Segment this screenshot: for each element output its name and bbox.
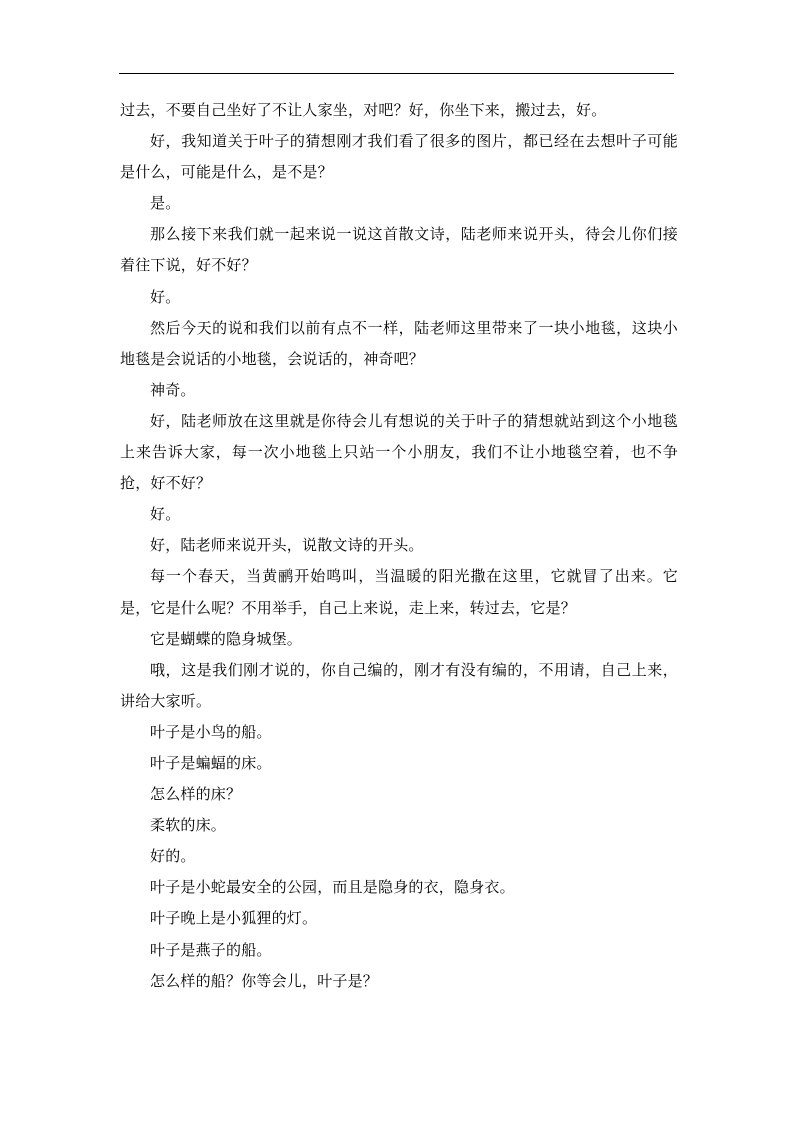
paragraph: 好，陆老师来说开头，说散文诗的开头。 xyxy=(150,536,424,555)
paragraph: 它是蝴蝶的隐身城堡。 xyxy=(150,629,303,648)
paragraph: 怎么样的船？你等会儿，叶子是？ xyxy=(150,971,379,990)
paragraph: 柔软的床。 xyxy=(150,816,227,835)
paragraph: 然后今天的说和我们以前有点不一样，陆老师这里带来了一块小地毯，这块小地毯是会说话的小地毯，会说话的，神奇吧？ xyxy=(120,318,678,368)
paragraph: 好。 xyxy=(150,287,181,306)
paragraph: 好。 xyxy=(150,505,181,524)
paragraph: 每一个春天，当黄鹂开始鸣叫，当温暖的阳光撒在这里，它就冒了出来。它是，它是什么呢？不用举手，自己上来说，走上来，转过去，它是？ xyxy=(120,567,678,617)
document-body xyxy=(120,95,678,997)
paragraph: 神奇。 xyxy=(150,380,196,399)
paragraph: 好的。 xyxy=(150,847,196,866)
paragraph: 那么接下来我们就一起来说一说这首散文诗，陆老师来说开头，待会儿你们接着往下说，好不好？ xyxy=(120,225,678,275)
paragraph: 叶子是蝙蝠的床。 xyxy=(150,753,272,772)
paragraph: 过去，不要自己坐好了不让人家坐，对吧？好，你坐下来，搬过去，好。 xyxy=(120,101,607,119)
paragraph: 怎么样的床？ xyxy=(150,785,242,804)
paragraph: 是。 xyxy=(150,194,181,213)
paragraph: 叶子晚上是小狐狸的灯。 xyxy=(150,909,318,928)
paragraph: 好，陆老师放在这里就是你待会儿有想说的关于叶子的猜想就站到这个小地毯上来告诉大家，每一次小地毯上只站一个小朋友，我们不让小地毯空着，也不争抢，好不好？ xyxy=(120,411,678,493)
header-rule xyxy=(119,73,674,74)
paragraph: 好，我知道关于叶子的猜想刚才我们看了很多的图片，都已经在去想叶子可能是什么，可能是什么，是不是？ xyxy=(120,132,678,182)
paragraph: 叶子是小蛇最安全的公园，而且是隐身的衣，隐身衣。 xyxy=(150,878,515,897)
paragraph: 叶子是燕子的船。 xyxy=(150,940,272,959)
paragraph: 哦，这是我们刚才说的，你自己编的，刚才有没有编的，不用请，自己上来，讲给大家听。 xyxy=(120,660,678,710)
paragraph: 叶子是小鸟的船。 xyxy=(150,722,272,741)
